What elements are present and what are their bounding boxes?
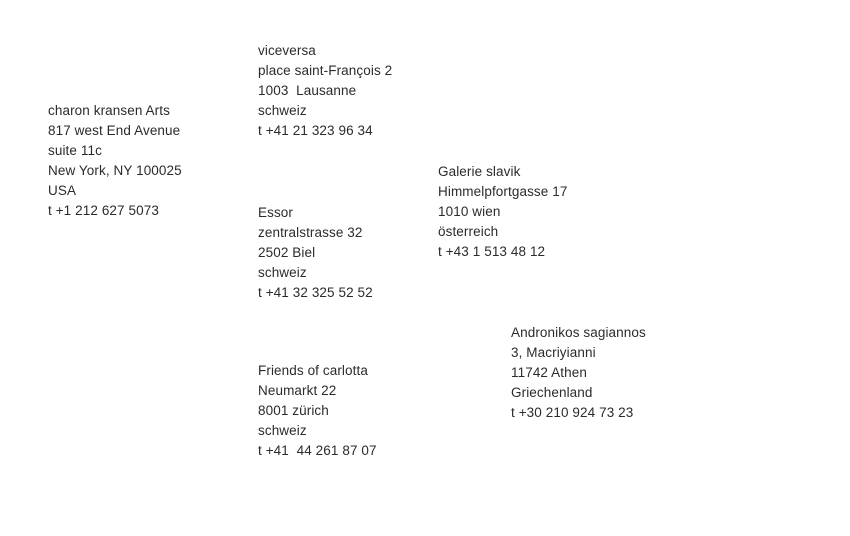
address-block-essor	[258, 203, 373, 303]
city-line: 8001 zürich	[258, 403, 329, 418]
phone-line: t +1 212 627 5073	[48, 203, 159, 218]
gallery-name: Friends of carlotta	[258, 363, 368, 378]
street-line: zentralstrasse 32	[258, 225, 363, 240]
country-line: USA	[48, 183, 77, 198]
country-line: schweiz	[258, 103, 307, 118]
address-block-friends-of-carlotta	[258, 361, 377, 461]
gallery-name: Essor	[258, 205, 294, 220]
suite-line: suite 11c	[48, 143, 102, 158]
country-line: österreich	[438, 224, 499, 239]
phone-line: t +41 32 325 52 52	[258, 285, 373, 300]
street-line: place saint-François 2	[258, 63, 393, 78]
phone-line: t +41 21 323 96 34	[258, 123, 373, 138]
country-line: schweiz	[258, 265, 307, 280]
address-block-galerie-slavik	[438, 162, 567, 262]
street-line: 3, Macriyianni	[511, 345, 596, 360]
address-block-charon-kransen	[48, 101, 182, 221]
city-line: 11742 Athen	[511, 365, 587, 380]
phone-line: t +30 210 924 73 23	[511, 405, 634, 420]
phone-line: t +43 1 513 48 12	[438, 244, 546, 259]
street-line: Himmelpfortgasse 17	[438, 184, 568, 199]
gallery-name: charon kransen Arts	[48, 103, 170, 118]
city-line: 1003 Lausanne	[258, 83, 357, 98]
street-line: 817 west End Avenue	[48, 123, 181, 138]
city-line: 2502 Biel	[258, 245, 316, 260]
address-block-andronikos-sagiannos	[511, 323, 646, 423]
street-line: Neumarkt 22	[258, 383, 337, 398]
gallery-name: viceversa	[258, 43, 316, 58]
country-line: schweiz	[258, 423, 307, 438]
address-block-viceversa	[258, 41, 392, 141]
gallery-name: Galerie slavik	[438, 164, 521, 179]
city-line: New York, NY 100025	[48, 163, 182, 178]
phone-line: t +41 44 261 87 07	[258, 443, 377, 458]
country-line: Griechenland	[511, 385, 593, 400]
gallery-name: Andronikos sagiannos	[511, 325, 646, 340]
city-line: 1010 wien	[438, 204, 501, 219]
